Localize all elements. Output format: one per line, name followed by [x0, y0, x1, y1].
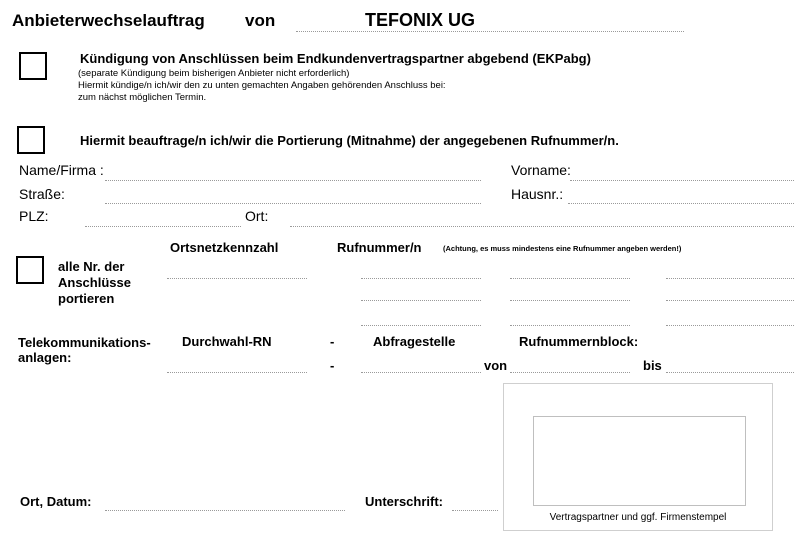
- rufnummer-field-8[interactable]: [510, 325, 630, 326]
- name-label: Name/Firma :: [19, 162, 104, 178]
- kuendigung-note-1: (separate Kündigung beim bisherigen Anbieter nicht erforderlich): [78, 68, 350, 79]
- company-name: TEFONIX UG: [365, 10, 476, 30]
- dash-2: -: [330, 358, 335, 373]
- abfrage-label: Abfragestelle: [373, 334, 456, 349]
- portierung-checkbox[interactable]: [17, 126, 45, 154]
- tk-label-1: Telekommunikations-: [18, 335, 151, 350]
- rufnummer-field-1[interactable]: [361, 278, 481, 279]
- company-line: [296, 31, 684, 32]
- durchwahl-field[interactable]: [167, 372, 307, 373]
- rufnummer-field-5[interactable]: [510, 300, 630, 301]
- hausnr-field[interactable]: [568, 203, 794, 204]
- hausnr-label: Hausnr.:: [511, 186, 564, 202]
- rufnummer-field-3[interactable]: [666, 278, 794, 279]
- ort-datum-label: Ort, Datum:: [20, 494, 92, 509]
- form-title: Anbieterwechselauftrag: [12, 11, 205, 30]
- stamp-area[interactable]: [533, 416, 746, 506]
- block-von-label: von: [484, 358, 508, 373]
- alle-nummern-checkbox[interactable]: [16, 256, 44, 284]
- plz-label: PLZ:: [19, 208, 49, 224]
- rufnummer-field-2[interactable]: [510, 278, 630, 279]
- kuendigung-note-2: Hiermit kündige/n ich/wir den zu unten gemachten Angaben gehörenden Anschluss bei:: [78, 80, 446, 91]
- von-label: von: [245, 11, 276, 30]
- ort-label: Ort:: [245, 208, 269, 224]
- ort-field[interactable]: [290, 226, 794, 227]
- strasse-label: Straße:: [19, 186, 65, 202]
- rufnummer-field-7[interactable]: [361, 325, 481, 326]
- ortsnetz-field[interactable]: [167, 278, 307, 279]
- block-bis-field[interactable]: [666, 372, 794, 373]
- alle-label-3: portieren: [58, 291, 115, 306]
- unterschrift-label: Unterschrift:: [365, 494, 444, 509]
- alle-label-2: Anschlüsse: [58, 275, 131, 290]
- rufnummer-hint: (Achtung, es muss mindestens eine Rufnummer angeben werden!): [443, 244, 682, 253]
- rufnummer-field-6[interactable]: [666, 300, 794, 301]
- vorname-label: Vorname:: [511, 162, 571, 178]
- abfrage-field[interactable]: [361, 372, 481, 373]
- tk-label-2: anlagen:: [18, 350, 72, 365]
- ortsnetz-label: Ortsnetzkennzahl: [170, 240, 279, 255]
- kuendigung-checkbox[interactable]: [19, 52, 47, 80]
- unterschrift-field[interactable]: [452, 510, 498, 511]
- dash-1: -: [330, 334, 335, 349]
- vorname-field[interactable]: [570, 180, 794, 181]
- block-von-field[interactable]: [510, 372, 630, 373]
- strasse-field[interactable]: [105, 203, 481, 204]
- rufnummer-label: Rufnummer/n: [337, 240, 422, 255]
- rufnummernblock-label: Rufnummernblock:: [519, 334, 639, 349]
- rufnummer-field-4[interactable]: [361, 300, 481, 301]
- stamp-label: Vertragspartner und ggf. Firmenstempel: [549, 512, 727, 523]
- rufnummer-field-9[interactable]: [666, 325, 794, 326]
- block-bis-label: bis: [643, 358, 662, 373]
- portierung-heading: Hiermit beauftrage/n ich/wir die Portierung (Mitnahme) der angegebenen Rufnummer/n.: [80, 133, 619, 148]
- plz-field[interactable]: [85, 226, 241, 227]
- name-field[interactable]: [105, 180, 481, 181]
- kuendigung-note-3: zum nächst möglichen Termin.: [78, 92, 207, 103]
- durchwahl-label: Durchwahl-RN: [182, 334, 272, 349]
- alle-label-1: alle Nr. der: [58, 259, 125, 274]
- kuendigung-heading: Kündigung von Anschlüssen beim Endkundenvertragspartner abgebend (EKPabg): [80, 51, 591, 66]
- ort-datum-field[interactable]: [105, 510, 345, 511]
